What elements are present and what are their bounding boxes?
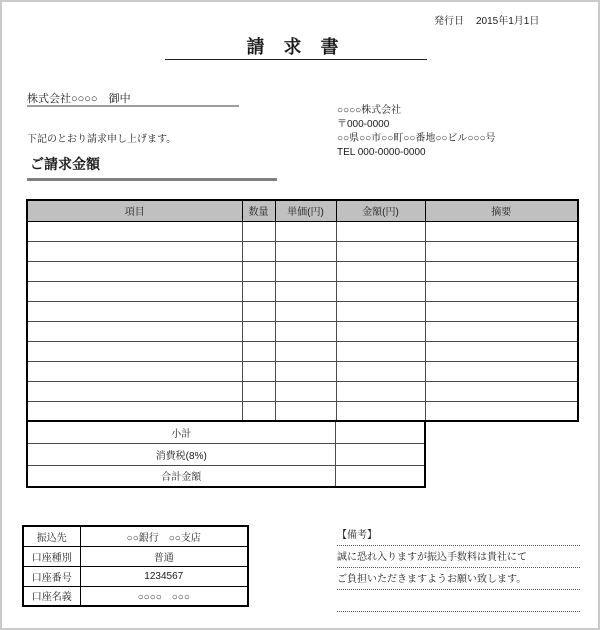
item-cell	[27, 321, 242, 341]
item-cell	[27, 361, 242, 381]
item-cell	[275, 321, 336, 341]
bank-label: 口座種別	[23, 546, 80, 566]
billing-amount-heading: ご請求金額	[30, 156, 100, 172]
item-cell	[425, 381, 578, 401]
col-header-remarks: 摘要	[425, 200, 578, 221]
bank-label: 振込先	[23, 526, 80, 546]
bank-row-account-type	[23, 546, 248, 566]
item-cell	[275, 301, 336, 321]
tables-area	[26, 199, 577, 488]
summary-label: 消費税(8%)	[27, 443, 335, 465]
item-cell	[27, 281, 242, 301]
recipient-underline	[27, 105, 239, 107]
item-cell	[275, 341, 336, 361]
bank-info-table	[22, 525, 249, 607]
item-cell	[336, 241, 425, 261]
item-cell	[336, 361, 425, 381]
sender-info	[337, 104, 496, 160]
remarks-line: ご負担いただきますようお願い致します。	[337, 568, 580, 590]
item-cell	[275, 361, 336, 381]
item-cell	[242, 361, 275, 381]
item-cell	[275, 401, 336, 421]
col-header-unit-price: 単価(円)	[275, 200, 336, 221]
item-cell	[27, 341, 242, 361]
item-cell	[425, 321, 578, 341]
bank-value: ○○○○ ○○○	[80, 586, 248, 606]
item-cell	[27, 301, 242, 321]
summary-value	[335, 443, 425, 465]
remarks-line	[337, 590, 580, 612]
issue-date-label: 発行日	[434, 16, 464, 27]
bank-row-payee	[23, 526, 248, 546]
item-row	[27, 381, 578, 401]
sender-postal: 〒000-0000	[337, 119, 390, 130]
summary-label: 小計	[27, 421, 335, 443]
item-row	[27, 401, 578, 421]
issue-date-value: 2015年1月1日	[476, 16, 540, 27]
item-cell	[242, 281, 275, 301]
item-cell	[242, 301, 275, 321]
items-header-row	[27, 200, 578, 221]
items-table-body	[27, 221, 578, 421]
issue-date	[434, 12, 539, 27]
item-cell	[27, 381, 242, 401]
bank-label: 口座名義	[23, 586, 80, 606]
item-cell	[242, 241, 275, 261]
item-cell	[425, 361, 578, 381]
item-cell	[336, 261, 425, 281]
summary-row-total	[27, 465, 425, 487]
item-row	[27, 241, 578, 261]
page-title: 請 求 書	[246, 37, 346, 57]
item-row	[27, 301, 578, 321]
item-cell	[275, 381, 336, 401]
remarks-heading: 【備考】	[337, 529, 580, 546]
summary-label: 合計金額	[27, 465, 335, 487]
item-cell	[275, 241, 336, 261]
summary-value	[335, 421, 425, 443]
bank-value: 1234567	[80, 566, 248, 586]
bank-label: 口座番号	[23, 566, 80, 586]
item-cell	[336, 301, 425, 321]
bank-row-account-name	[23, 586, 248, 606]
summary-table	[26, 420, 426, 488]
item-cell	[242, 381, 275, 401]
sender-tel: TEL 000-0000-0000	[337, 147, 426, 158]
item-row	[27, 261, 578, 281]
summary-row-tax	[27, 443, 425, 465]
item-cell	[275, 261, 336, 281]
item-row	[27, 341, 578, 361]
remarks-section	[337, 529, 580, 612]
item-cell	[27, 241, 242, 261]
bank-value: 普通	[80, 546, 248, 566]
item-cell	[425, 301, 578, 321]
item-cell	[425, 221, 578, 241]
item-cell	[336, 281, 425, 301]
item-cell	[425, 401, 578, 421]
item-cell	[275, 221, 336, 241]
recipient-name: 株式会社○○○○ 御中	[27, 93, 131, 105]
summary-row-subtotal	[27, 421, 425, 443]
item-cell	[336, 321, 425, 341]
item-cell	[27, 401, 242, 421]
item-cell	[242, 401, 275, 421]
item-row	[27, 221, 578, 241]
col-header-quantity: 数量	[242, 200, 275, 221]
items-table	[26, 199, 579, 422]
intro-text: 下記のとおり請求申し上げます。	[27, 134, 177, 145]
billing-heading-underline	[27, 178, 277, 181]
item-row	[27, 321, 578, 341]
item-cell	[336, 341, 425, 361]
col-header-item: 項目	[27, 200, 242, 221]
item-cell	[425, 261, 578, 281]
item-cell	[27, 221, 242, 241]
item-cell	[275, 281, 336, 301]
item-cell	[336, 401, 425, 421]
item-row	[27, 281, 578, 301]
item-cell	[242, 221, 275, 241]
sender-address: ○○県○○市○○町○○番地○○ビル○○○号	[337, 133, 496, 144]
item-cell	[425, 241, 578, 261]
bank-value: ○○銀行 ○○支店	[80, 526, 248, 546]
item-cell	[242, 261, 275, 281]
item-cell	[425, 281, 578, 301]
summary-value	[335, 465, 425, 487]
item-cell	[242, 341, 275, 361]
col-header-amount: 金額(円)	[336, 200, 425, 221]
item-cell	[336, 221, 425, 241]
item-cell	[242, 321, 275, 341]
title-underline	[165, 59, 427, 60]
sender-company: ○○○○株式会社	[337, 105, 402, 116]
bank-row-account-number	[23, 566, 248, 586]
remarks-line: 誠に恐れ入りますが振込手数料は貴社にて	[337, 546, 580, 568]
item-cell	[336, 381, 425, 401]
item-cell	[27, 261, 242, 281]
item-row	[27, 361, 578, 381]
item-cell	[425, 341, 578, 361]
